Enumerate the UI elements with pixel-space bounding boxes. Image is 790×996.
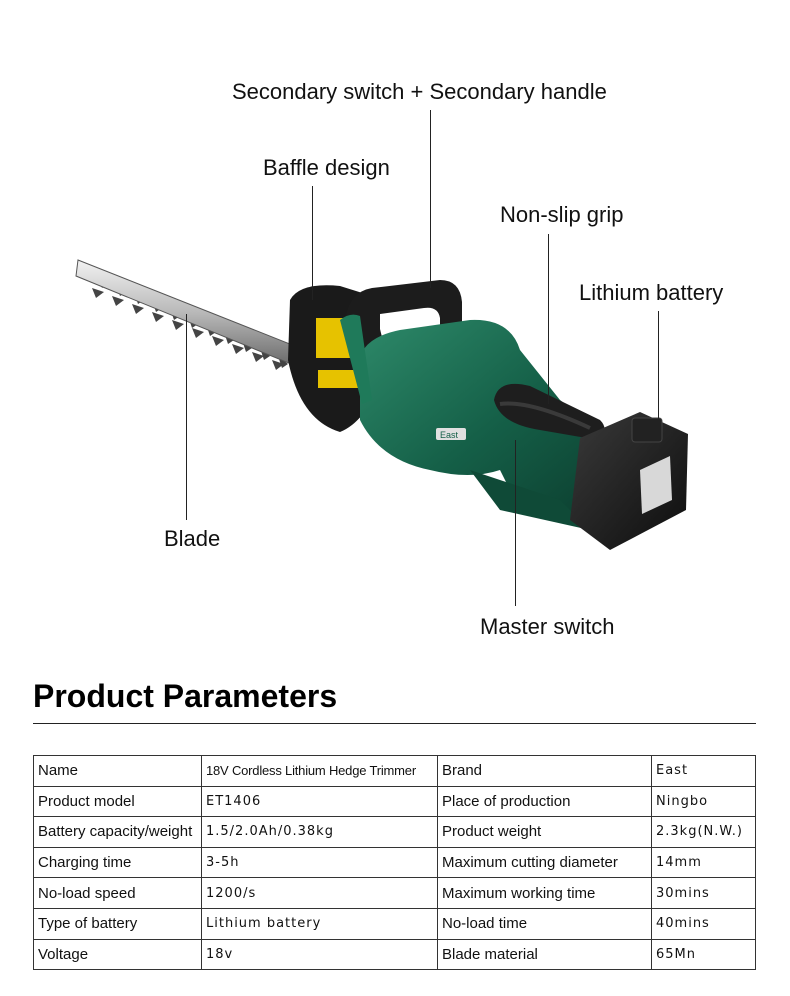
table-row — [34, 908, 756, 939]
param-label: Product weight — [438, 817, 652, 848]
leader-line-blade — [186, 314, 187, 520]
param-label: Voltage — [34, 939, 202, 970]
title-divider — [33, 723, 756, 724]
callout-non-slip-grip: Non-slip grip — [500, 202, 624, 227]
param-value: 14mm — [652, 847, 756, 878]
callout-secondary-switch-handle: Secondary switch + Secondary handle — [232, 79, 607, 104]
callout-baffle-design: Baffle design — [263, 155, 390, 180]
param-value: 2.3kg(N.W.) — [652, 817, 756, 848]
param-value: Lithium battery — [202, 908, 438, 939]
param-label: Place of production — [438, 786, 652, 817]
param-value: East — [652, 756, 756, 787]
leader-line-battery — [658, 311, 659, 431]
param-label: Maximum working time — [438, 878, 652, 909]
param-label: Charging time — [34, 847, 202, 878]
table-row — [34, 878, 756, 909]
param-label: Type of battery — [34, 908, 202, 939]
param-value: Ningbo — [652, 786, 756, 817]
callout-lithium-battery: Lithium battery — [579, 280, 724, 305]
callout-blade: Blade — [164, 526, 221, 551]
leader-line-baffle — [312, 186, 313, 300]
param-value: 30mins — [652, 878, 756, 909]
leader-line-grip — [548, 234, 549, 404]
param-value: 65Mn — [652, 939, 756, 970]
param-value: 40mins — [652, 908, 756, 939]
product-parameters-table — [33, 755, 756, 970]
table-row — [34, 756, 756, 787]
param-label: Battery capacity/weight — [34, 817, 202, 848]
table-row — [34, 939, 756, 970]
param-label: No-load speed — [34, 878, 202, 909]
callout-master-switch: Master switch — [480, 614, 615, 639]
param-label: Name — [34, 756, 202, 787]
blade — [76, 260, 300, 370]
param-label: Maximum cutting diameter — [438, 847, 652, 878]
param-label: Product model — [34, 786, 202, 817]
table-row — [34, 847, 756, 878]
param-label: Blade material — [438, 939, 652, 970]
leader-line-master — [515, 440, 516, 606]
leader-line-secondary — [430, 110, 431, 288]
param-value: 3-5h — [202, 847, 438, 878]
param-label: Brand — [438, 756, 652, 787]
table-row — [34, 786, 756, 817]
section-title: Product Parameters — [33, 678, 338, 714]
param-value: 18v — [202, 939, 438, 970]
param-label: No-load time — [438, 908, 652, 939]
param-value: 1200/s — [202, 878, 438, 909]
param-value: ET1406 — [202, 786, 438, 817]
param-value: 18V Cordless Lithium Hedge Trimmer — [202, 756, 438, 787]
param-value: 1.5/2.0Ah/0.38kg — [202, 817, 438, 848]
brand-logo: East — [440, 430, 459, 440]
table-row — [34, 817, 756, 848]
